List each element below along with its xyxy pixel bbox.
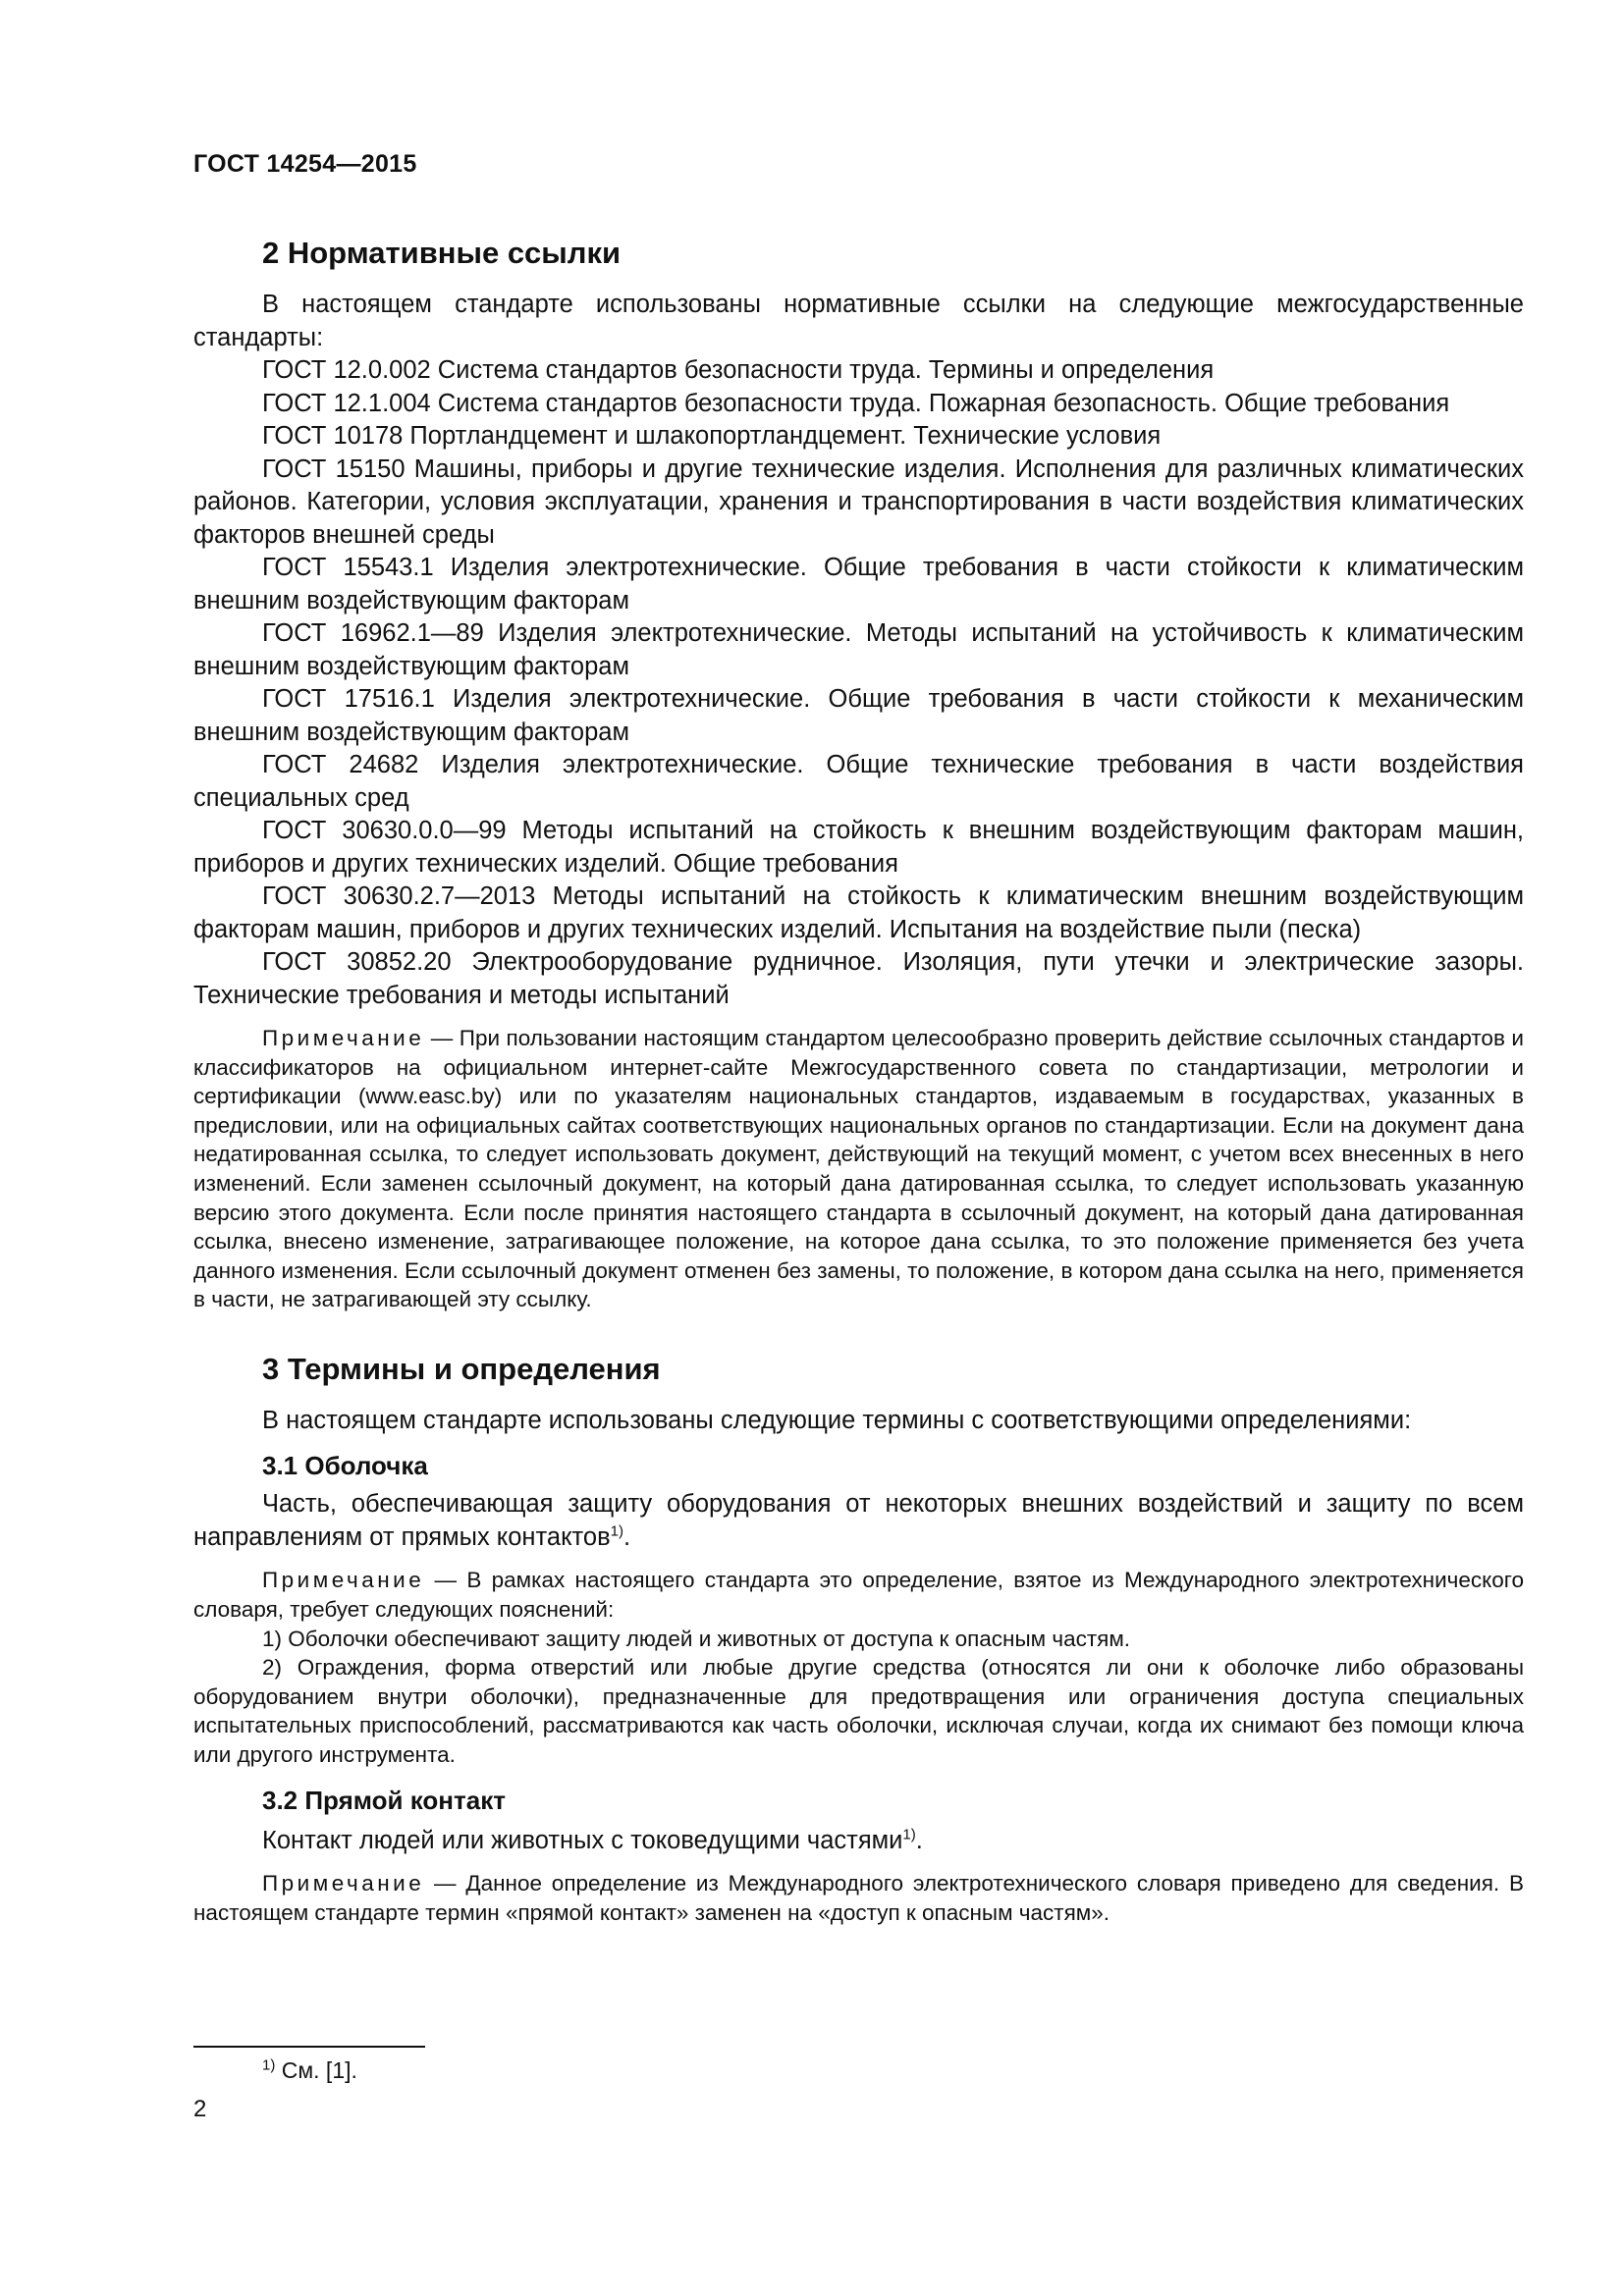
- footnote-divider: [193, 2046, 425, 2048]
- term-3-1-definition: Часть, обеспечивающая защиту оборудования от некоторых внешних воздействий и защиту по всем направлениям от прямых контактов$^{1)}$.: [193, 1490, 1524, 1551]
- term-3-1-title: 3.1 Оболочка: [262, 1451, 428, 1481]
- reference-item: ГОСТ 16962.1—89 Изделия электротехнические. Методы испытаний на устойчивость к климатическим внешним воздействующим факторам: [193, 619, 1524, 680]
- reference-item: ГОСТ 12.1.004 Система стандартов безопасности труда. Пожарная безопасность. Общие требования: [262, 389, 1450, 417]
- section-3-title: 3 Термины и определения: [262, 1351, 661, 1386]
- footnote-text: См. [1].: [275, 2057, 357, 2083]
- note-text: — В рамках настоящего стандарта это определение, взятое из Международного электротехнического словаря, требует следующих пояснений:: [193, 1568, 1524, 1623]
- document-header: ГОСТ 14254—2015: [193, 150, 417, 178]
- note-text: — При пользовании настоящим стандартом целесообразно проверить действие ссылочных стандартов и классификаторов на официальном интернет-сайте Межгосударственного совета по стандартизации, метрологии и сертификации (www.easc.by) или по указателям национальных стандартов, издаваемым в государствах, указанных в предисловии, или на официальных сайтах соответствующих национальных органов по стандартизации. Если на документ дана недатированная ссылка, то следует использовать документ, действующий на текущий момент, с учетом всех внесенных в него изменений. Если заменен ссылочный документ, на который дана датированная ссылка, то следует использовать указанную версию этого документа. Если после принятия настоящего стандарта в ссылочный документ, на который дана датированная ссылка, внесено изменение, затрагивающее положение, на которое дана ссылка, то это положение применяется без учета данного изменения. Если ссылочный документ отменен без замены, то положение, в котором дана ссылка на него, применяется в части, не затрагивающей эту ссылку.: [193, 1026, 1524, 1312]
- reference-item: ГОСТ 12.0.002 Система стандартов безопасности труда. Термины и определения: [262, 356, 1215, 384]
- section-3-intro: В настоящем стандарте использованы следующие термины с соответствующими определениями:: [262, 1406, 1412, 1434]
- section-2-intro: В настоящем стандарте использованы нормативные ссылки на следующие межгосударственные стандарты:: [193, 291, 1524, 351]
- reference-item: ГОСТ 15150 Машины, приборы и другие технические изделия. Исполнения для различных климатических районов. Категории, условия эксплуатации, хранения и транспортирования в части воздействия климатических факторов внешней среды: [193, 454, 1524, 549]
- note-label: Примечание: [262, 1568, 425, 1593]
- page-content: [193, 236, 1524, 1927]
- reference-item: ГОСТ 17516.1 Изделия электротехнические. Общие требования в части стойкости к механическим внешним воздействующим факторам: [193, 685, 1524, 746]
- term-3-2-title: 3.2 Прямой контакт: [262, 1785, 506, 1815]
- note-item: 1) Оболочки обеспечивают защиту людей и животных от доступа к опасным частям.: [262, 1626, 1131, 1651]
- term-3-2-note: [193, 1869, 1524, 1927]
- definition-text: Часть, обеспечивающая защиту оборудования от некоторых внешних воздействий и защиту по всем направлениям от прямых контактов: [193, 1490, 1524, 1551]
- note-text: — Данное определение из Международного электротехнического словаря приведено для сведения. В настоящем стандарте термин «прямой контакт» заменен на «доступ к опасным частям».: [193, 1871, 1524, 1925]
- reference-item: ГОСТ 10178 Портландцемент и шлакопортландцемент. Технические условия: [262, 422, 1162, 450]
- footnote: [262, 2057, 357, 2084]
- reference-item: ГОСТ 15543.1 Изделия электротехнические. Общие требования в части стойкости к климатическим внешним воздействующим факторам: [193, 554, 1524, 614]
- definition-text: Контакт людей или животных с токоведущими частями: [262, 1826, 903, 1854]
- page-number: 2: [193, 2096, 207, 2122]
- reference-item: ГОСТ 30630.0.0—99 Методы испытаний на стойкость к внешним воздействующим факторам машин, приборов и других технических изделий. Общие требования: [193, 817, 1524, 878]
- section-2-title: 2 Нормативные ссылки: [262, 236, 622, 270]
- reference-item: ГОСТ 24682 Изделия электротехнические. Общие технические требования в части воздействия специальных сред: [193, 751, 1524, 812]
- footnote-ref: 1): [610, 1522, 623, 1540]
- footnote-mark: 1): [262, 2056, 276, 2074]
- term-3-1-note: [193, 1566, 1524, 1624]
- note-item: 2) Ограждения, форма отверстий или любые другие средства (относятся ли они к оболочке либо образованы оборудованием внутри оболочки), предназначенные для предотвращения или ограничения доступа специальных испытательных приспособлений, рассматриваются как часть оболочки, исключая случаи, когда их снимают без помощи ключа или другого инструмента.: [193, 1655, 1524, 1767]
- note-label: Примечание: [262, 1026, 425, 1050]
- note-label: Примечание: [262, 1871, 425, 1896]
- reference-item: ГОСТ 30630.2.7—2013 Методы испытаний на стойкость к климатическим внешним воздействующим факторам машин, приборов и других технических изделий. Испытания на воздействие пыли (песка): [193, 882, 1524, 943]
- reference-item: ГОСТ 30852.20 Электрооборудование рудничное. Изоляция, пути утечки и электрические зазоры. Технические требования и методы испытаний: [193, 948, 1524, 1009]
- footnote-ref: 1): [902, 1826, 916, 1843]
- section-2-note: [193, 1024, 1524, 1314]
- term-3-2-definition: Контакт людей или животных с токоведущими частями$^{1)}$.: [262, 1826, 923, 1854]
